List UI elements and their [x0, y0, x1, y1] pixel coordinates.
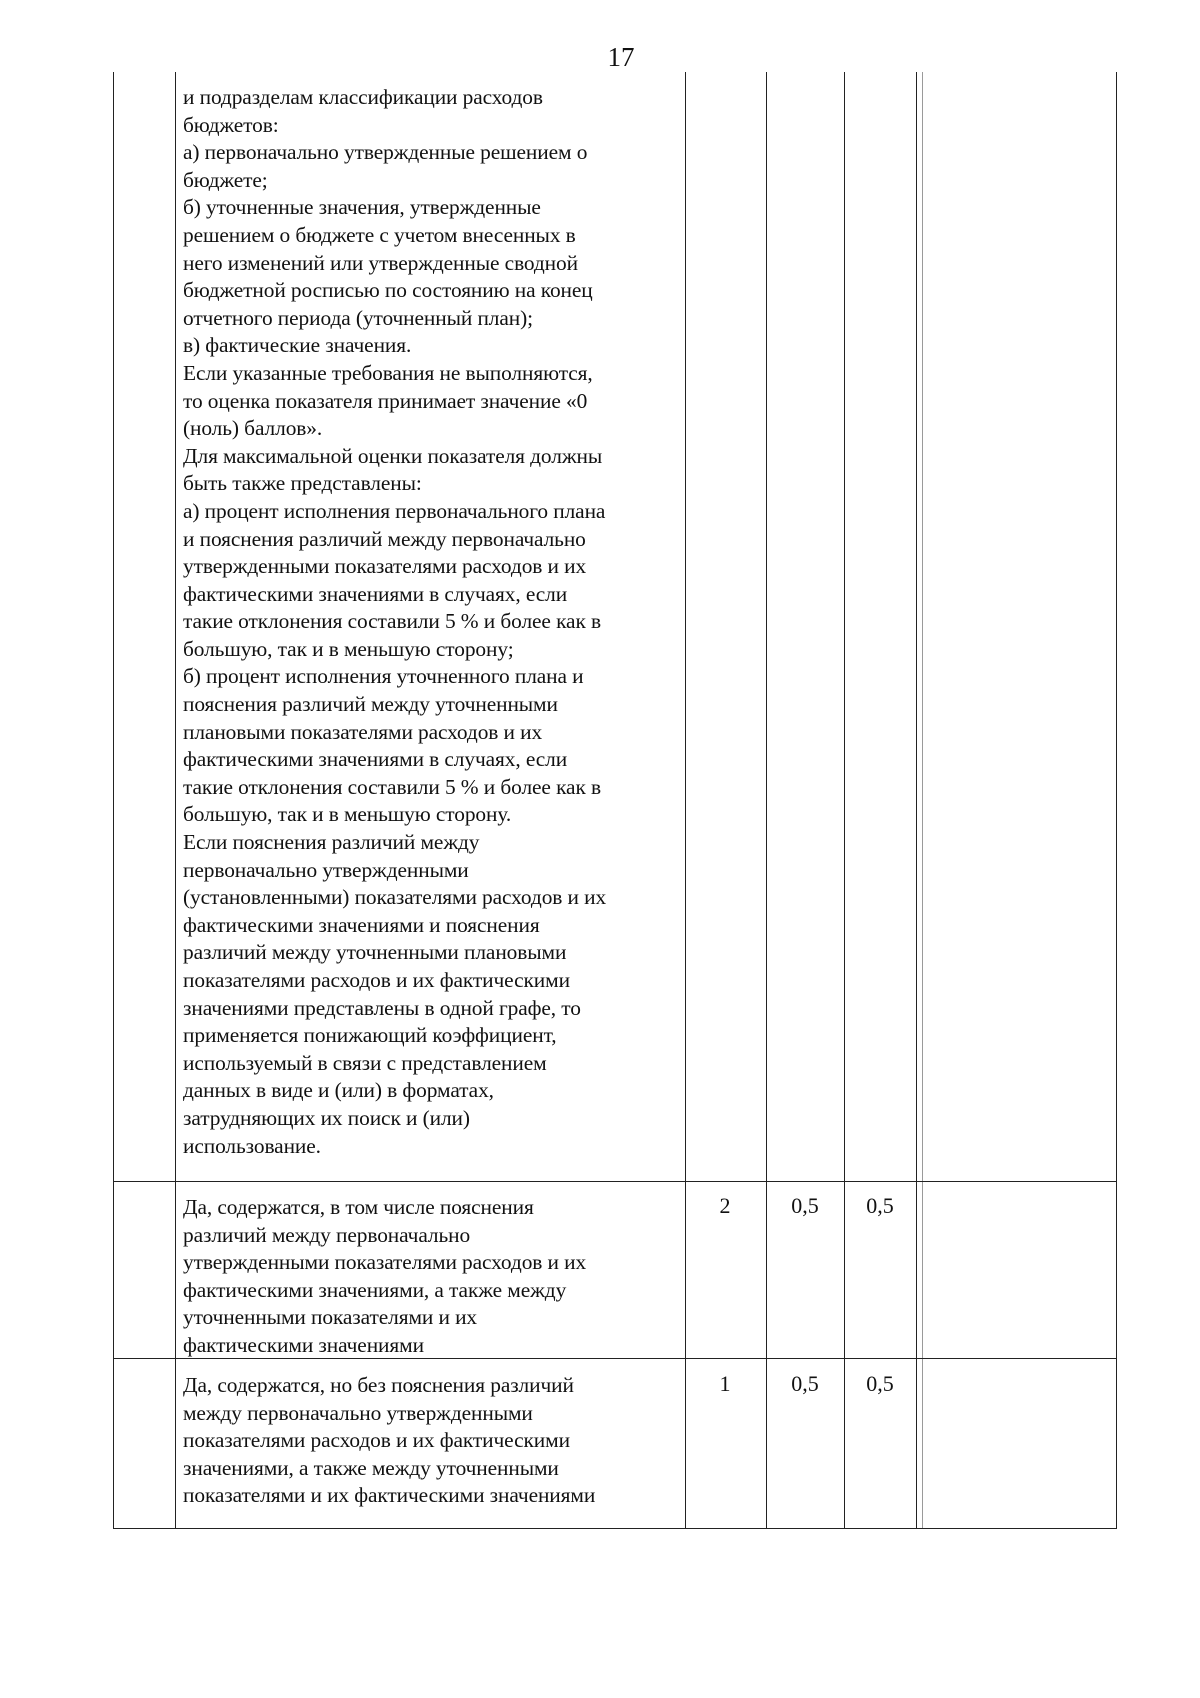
- table-bottom-border: [113, 1528, 1117, 1529]
- criteria-table: [117, 72, 1120, 1529]
- column-divider-2: [685, 72, 686, 1529]
- row-score: 1: [719, 1371, 731, 1396]
- row-weight: 0,5: [791, 1371, 819, 1396]
- column-divider-6: [922, 72, 923, 1529]
- column-divider-3: [766, 72, 767, 1529]
- row-description: и подразделам классификации расходов бюджетов: а) первоначально утвержденные решением о бюджете; б) уточненные значения, утвержденные решением о бюджете с учетом внесенных в него изменений или утвержденные сводной бюджетной росписью по состоянию на конец отчетного периода (уточненный план); в) фактические значения. Если указанные требования не выполняются, то оценка показателя принимает значение «0 (ноль) баллов». Для максимальной оценки показателя должны быть также представлены: а) процент исполнения первоначального плана и пояснения различий между первоначально утвержденными показателями расходов и их фактическими значениями в случаях, если такие отклонения составили 5 % и более как в большую, так и в меньшую сторону; б) процент исполнения уточненного плана и пояснения различий между уточненными плановыми показателями расходов и их фактическими значениями в случаях, если такие отклонения составили 5 % и более как в большую, так и в меньшую сторону. Если пояснения различий между первоначально утвержденными (установленными) показателями расходов и их фактическими значениями и пояснения различий между уточненными плановыми показателями расходов и их фактическими значениями представлены в одной графе, то применяется понижающий коэффициент, используемый в связи с представлением данных в виде и (или) в форматах, затрудняющих их поиск и (или) использование.: [183, 85, 607, 1158]
- row-weight: 0,5: [791, 1193, 819, 1218]
- row-description: Да, содержатся, но без пояснения различий между первоначально утвержденными показателями расходов и их фактическими значениями, а также между уточненными показателями и их фактическими значениями: [183, 1373, 596, 1508]
- row-coefficient: 0,5: [866, 1371, 894, 1396]
- row-score: 2: [719, 1193, 731, 1218]
- column-divider-5: [916, 72, 917, 1529]
- column-divider-1: [175, 72, 176, 1529]
- column-divider-4: [844, 72, 845, 1529]
- row-description: Да, содержатся, в том числе пояснения различий между первоначально утвержденными показателями расходов и их фактическими значениями, а также между уточненными показателями и их фактическими значениями: [183, 1195, 587, 1357]
- row-divider-1: [113, 1181, 1117, 1182]
- row-coefficient: 0,5: [866, 1193, 894, 1218]
- table-right-border: [1116, 72, 1117, 1529]
- table-left-border: [113, 72, 114, 1529]
- page-number: 17: [607, 42, 635, 72]
